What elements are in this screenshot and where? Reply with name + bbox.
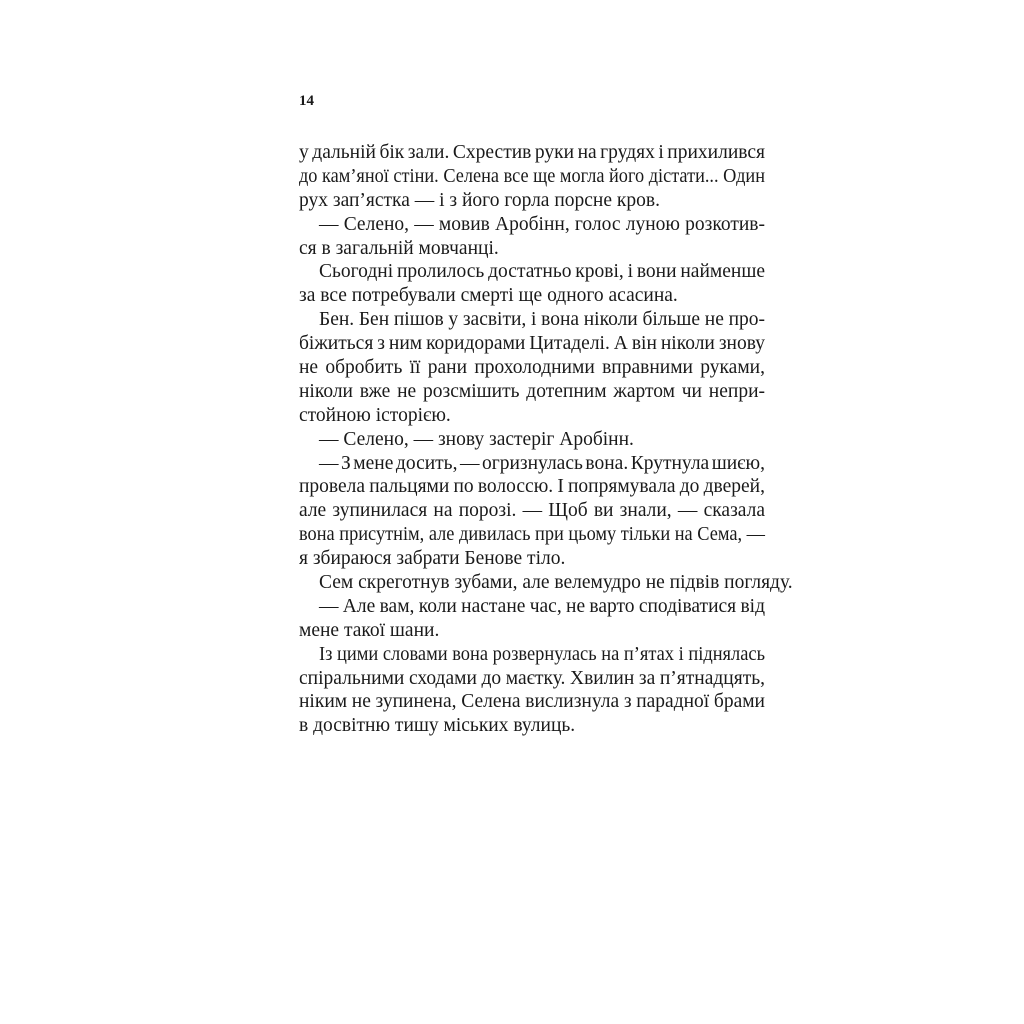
text-line: за все потребували смерті ще одного асасина.	[299, 285, 678, 307]
text-line: вона присутнім, але дивилась при цьому тільки на Сема, —	[299, 524, 765, 546]
text-line: — Але вам, коли настане час, не варто сподіватися від	[319, 595, 765, 617]
text-line: ніколи вже не розсмішить дотепним жартом чи непри-	[299, 380, 765, 402]
text-line: мене такої шани.	[299, 619, 440, 641]
text-line: — Селено, — знову застеріг Аробінн.	[319, 428, 634, 450]
text-line: але зупинилася на порозі. — Щоб ви знали, — сказала	[299, 500, 765, 522]
text-line: ніким не зупинена, Селена вислизнула з парадної брами	[299, 691, 765, 713]
text-line: в досвітню тишу міських вулиць.	[299, 715, 576, 737]
text-line: Сьогодні пролилось достатньо крові, і вони найменше	[319, 261, 765, 283]
text-line: — Селено, — мовив Аробінн, голос луною розкотив-	[319, 213, 765, 235]
text-line: біжиться з ним коридорами Цитаделі. А він ніколи знову	[299, 333, 765, 355]
text-line: я збираюся забрати Бенове тіло.	[299, 548, 566, 570]
text-line: ся в загальній мовчанці.	[299, 237, 499, 259]
text-line: стойною історією.	[299, 404, 451, 426]
page-number: 14	[299, 93, 314, 109]
text-line: спіральними сходами до маєтку. Хвилин за п’ятнадцять,	[299, 667, 765, 689]
text-line: провела пальцями по волоссю. І попрямувала до дверей,	[299, 476, 765, 498]
text-line: не обробить її рани прохолодними вправними руками,	[299, 357, 765, 379]
text-line: рух зап’ястка — і з його горла порсне кров.	[299, 189, 660, 211]
text-line: Сем скреготнув зубами, але велемудро не підвів погляду.	[319, 572, 793, 594]
text-line: Бен. Бен пішов у засвіти, і вона ніколи більше не про-	[319, 309, 765, 331]
text-line: — З мене досить, — огризнулась вона. Крутнула шиєю,	[319, 452, 765, 474]
text-line: Із цими словами вона розвернулась на п’ятах і піднялась	[319, 643, 765, 665]
text-line: у дальній бік зали. Схрестив руки на грудях і прихилився	[299, 142, 765, 163]
text-line: до кам’яної стіни. Селена все ще могла його дістати... Один	[299, 165, 765, 187]
body-text	[299, 141, 793, 738]
